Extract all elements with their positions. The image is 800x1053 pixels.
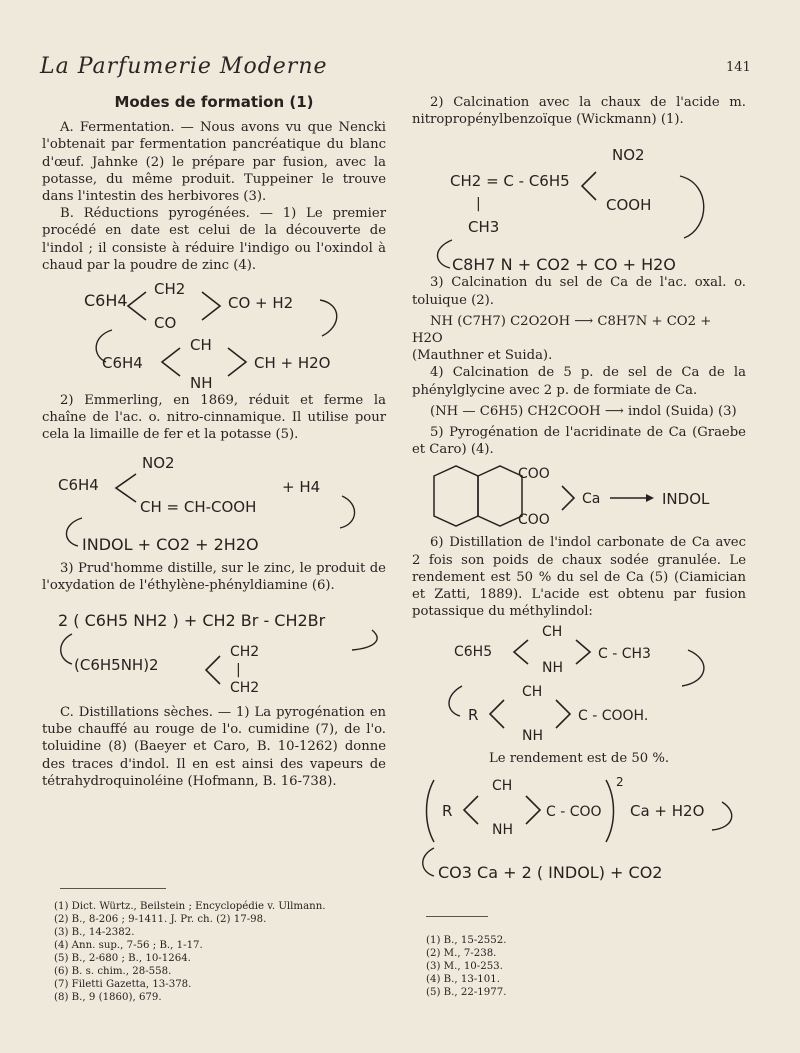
f1-nh: NH: [190, 374, 213, 393]
f3-bar: |: [236, 662, 241, 679]
right-column: [412, 94, 746, 886]
formula-carbonate: [412, 768, 746, 886]
f3-product: (C6H5NH)2: [74, 656, 159, 675]
f1-ch: CH: [190, 336, 212, 355]
citation-mauthner: (Mauthner et Suida).: [412, 348, 553, 364]
formula-emmerling: [42, 444, 386, 560]
paragraph-prudhomme: 3) Prud'homme distille, sur le zinc, le produit de l'oxydation de l'éthylène-phényldiamine (6).: [42, 560, 386, 593]
f6-c-ch3: C - CH3: [598, 646, 651, 663]
equation-phenylglycine: (NH — C6H5) CH2COOH ⟶ indol (Suida) (3): [430, 403, 737, 419]
left-footnotes: [54, 900, 326, 1004]
left-footnote-rule: [60, 888, 166, 889]
f4-bar: |: [476, 196, 481, 213]
f1-ch2: CH2: [154, 280, 186, 299]
equation-oxal: NH (C7H7) C2O2OH ⟶ C8H7N + CO2 + H2O: [412, 313, 712, 347]
right-footnotes: [426, 934, 506, 999]
left-column: [42, 94, 386, 790]
paragraph-distillation-indol: 6) Distillation de l'indol carbonate de Ca avec 2 fois son poids de chaux sodée granulée. Le rendement est 50 % du sel de Ca (5) (Ciamician et Zatti, 1889). L'acide est obtenu par fusion potassique du méthylindol:: [412, 535, 746, 620]
footnote: (2) M., 7-238.: [426, 948, 497, 959]
formula-acridinate: [412, 458, 746, 534]
formula-prudhomme: [42, 594, 386, 704]
footnote: (1) Dict. Würtz., Beilstein ; Encyclopédie v. Ullmann.: [54, 901, 326, 912]
f6-nh-b: NH: [522, 728, 543, 745]
f4-chain: CH2 = C - C6H5: [450, 172, 570, 191]
paragraph-fermentation: A. Fermentation. — Nous avons vu que Nencki l'obtenait par fermentation pancréatique du blanc d'œuf. Jahnke (2) le prépare par fusion, avec la potasse, du même produit. Tuppeiner le trouve dans l'intestin des herbivores (3).: [42, 120, 386, 205]
formula-indigo-reduction: [42, 274, 386, 392]
f6-ch: CH: [542, 624, 563, 641]
footnote: (5) B., 22-1977.: [426, 987, 507, 998]
ring-right: [478, 466, 522, 526]
f1-c6h4: C6H4: [84, 291, 128, 311]
f7-r: R: [442, 801, 453, 820]
footnote: (3) B., 14-2382.: [54, 927, 135, 938]
f7-ca-h2o: Ca + H2O: [630, 801, 705, 820]
f7-exponent: 2: [616, 774, 624, 789]
f7-ch: CH: [492, 777, 513, 794]
f4-no2: NO2: [612, 146, 645, 165]
footnote: (4) B., 13-101.: [426, 974, 500, 985]
paragraph-distillations: C. Distillations sèches. — 1) La pyrogénation en tube chauffé au rouge de l'o. cumidine (7), de l'o. toluidine (8) (Baeyer et Caro, B. 10-1262) donne des traces d'indol. Il en est ainsi des vapeurs de tétrahydroquinoléine (Hofmann, B. 16-738).: [42, 705, 386, 789]
paragraph-reductions: B. Réductions pyrogénées. — 1) Le premier procédé en date est celui de la découverte de l'indol ; il consiste à réduire l'indigo ou l'oxindol à chaud par la poudre de zinc (4).: [42, 206, 386, 273]
f2-c6h4: C6H4: [58, 475, 99, 494]
footnote: (2) B., 8-206 ; 9-1411. J. Pr. ch. (2) 17-98.: [54, 914, 267, 925]
f3-ch2-top: CH2: [230, 644, 260, 661]
footnote: (1) B., 15-2552.: [426, 935, 507, 946]
f1-co-h2: CO + H2: [228, 294, 294, 313]
f2-chain: CH = CH-COOH: [140, 497, 257, 516]
paragraph-acridinate: 5) Pyrogénation de l'acridinate de Ca (Graebe et Caro) (4).: [412, 425, 746, 458]
f1-ch-h2o: CH + H2O: [254, 354, 331, 373]
journal-title: La Parfumerie Moderne: [40, 54, 328, 79]
f3-ch2-bot: CH2: [230, 680, 260, 697]
f1-co: CO: [154, 314, 177, 333]
f5-indol: INDOL: [662, 490, 710, 509]
footnote: (7) Filetti Gazetta, 13-378.: [54, 979, 192, 990]
f5-coo-bot: COO: [518, 512, 550, 529]
footnote: (4) Ann. sup., 7-56 ; B., 1-17.: [54, 940, 203, 951]
f7-nh: NH: [492, 821, 513, 838]
ring-left: [434, 466, 478, 526]
paragraph-emmerling: 2) Emmerling, en 1869, réduit et ferme la chaîne de l'ac. o. nitro-cinnamique. Il utilise pour cela la limaille de fer et la potasse (5).: [42, 393, 386, 443]
formula-wickmann: [412, 128, 746, 274]
f4-ch3: CH3: [468, 218, 500, 237]
yield-note: Le rendement est de 50 %.: [488, 751, 670, 767]
f4-result: C8H7 N + CO2 + CO + H2O: [452, 255, 676, 275]
f3-reactants: 2 ( C6H5 NH2 ) + CH2 Br - CH2Br: [58, 611, 326, 631]
f6-c6h5: C6H5: [454, 644, 493, 661]
f1-c6h4-b: C6H4: [102, 354, 143, 373]
formula-methylindol: [412, 620, 746, 744]
f5-coo-top: COO: [518, 466, 550, 483]
footnote: (6) B. s. chim., 28-558.: [54, 966, 172, 977]
f6-ch-b: CH: [522, 684, 543, 701]
f6-r: R: [468, 706, 479, 725]
f7-result: CO3 Ca + 2 ( INDOL) + CO2: [438, 862, 663, 882]
footnote: (5) B., 2-680 ; B., 10-1264.: [54, 953, 191, 964]
paragraph-phenylglycine: 4) Calcination de 5 p. de sel de Ca de la phénylglycine avec 2 p. de formiate de Ca.: [412, 365, 746, 398]
f6-cooh: C - COOH.: [578, 708, 649, 725]
paragraph-wickmann: 2) Calcination avec la chaux de l'acide m. nitropropénylbenzoïque (Wickmann) (1).: [412, 95, 746, 128]
page-number: 141: [726, 60, 751, 75]
paragraph-oxal: 3) Calcination du sel de Ca de l'ac. oxal. o. toluique (2).: [412, 275, 746, 308]
footnote: (8) B., 9 (1860), 679.: [54, 992, 162, 1003]
f4-cooh: COOH: [606, 196, 652, 215]
footnote: (3) M., 10-253.: [426, 961, 503, 972]
right-footnote-rule: [426, 916, 488, 917]
f2-h4: + H4: [282, 477, 321, 496]
f2-result: INDOL + CO2 + 2H2O: [82, 534, 259, 554]
f5-ca: Ca: [582, 491, 601, 508]
f7-coo: C - COO: [546, 803, 602, 820]
f2-no2: NO2: [142, 453, 175, 472]
section-title: Modes de formation (1): [114, 93, 314, 111]
f6-nh: NH: [542, 660, 563, 677]
